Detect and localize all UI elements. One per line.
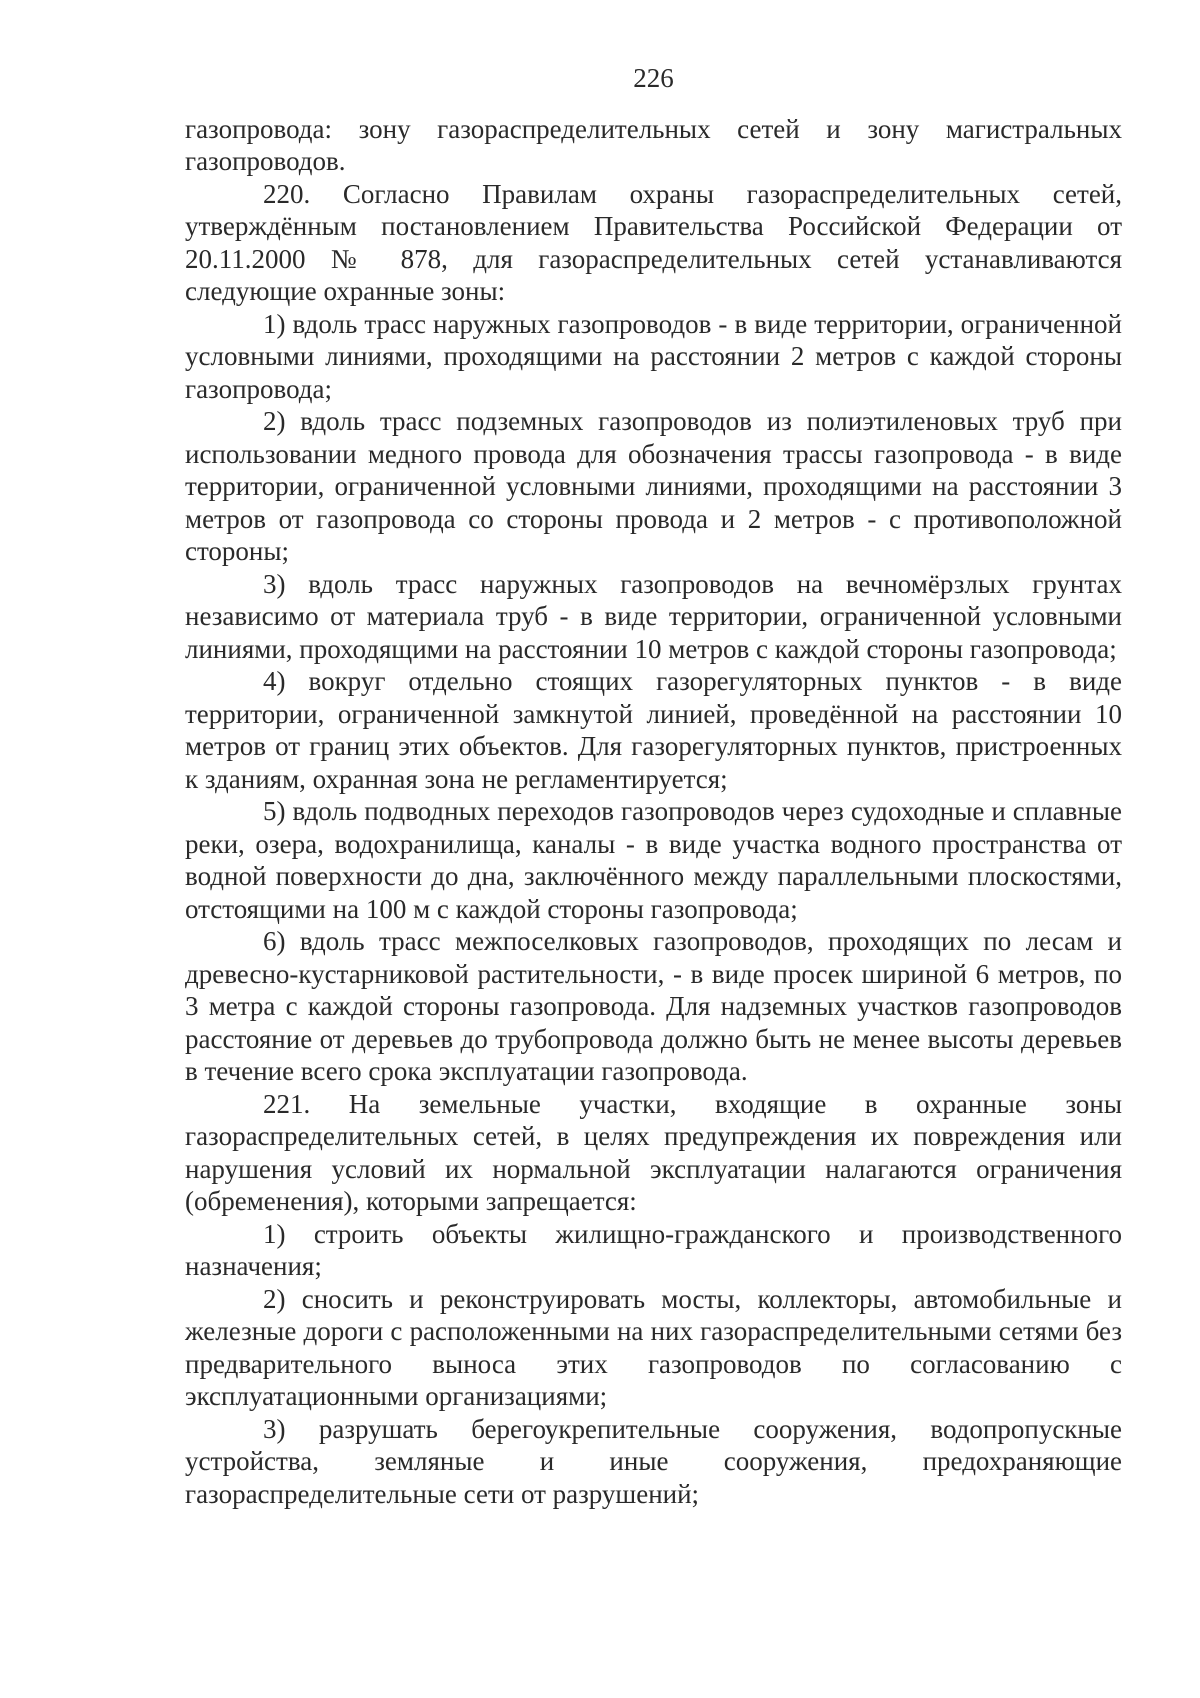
list-item-220-3: 3) вдоль трасс наружных газопроводов на вечномёрзлых грунтах независимо от материала труб - в виде территории, ограниченной условными линиями, проходящими на расстоянии 10 метров с каждой стороны газопровода; [185,568,1122,664]
list-item-220-1: 1) вдоль трасс наружных газопроводов - в виде территории, ограниченной условными линиями, проходящими на расстоянии 2 метров с каждой стороны газопровода; [185,308,1122,404]
list-item-221-3: 3) разрушать берегоукрепительные сооружения, водопропускные устройства, земляные и иные сооружения, предохраняющие газораспределительные сети от разрушений; [185,1413,1122,1509]
list-item-220-5: 5) вдоль подводных переходов газопроводов через судоходные и сплавные реки, озера, водохранилища, каналы - в виде участка водного пространства от водной поверхности до дна, заключённого между параллельными плоскостями, отстоящими на 100 м с каждой стороны газопровода; [185,796,1122,924]
list-item-221-2: 2) сносить и реконструировать мосты, коллекторы, автомобильные и железные дороги с расположенными на них газораспределительными сетями без предварительного выноса этих газопроводов по согласованию с эксплуатационными организациями; [185,1283,1122,1411]
page-number: 226 [633,63,674,93]
list-item-220-6: 6) вдоль трасс межпоселковых газопроводов, проходящих по лесам и древесно-кустарниковой растительности, - в виде просек шириной 6 метров, по 3 метра с каждой стороны газопровода. Для надземных участков газопроводов расстояние от деревьев до трубопровода должно быть не менее высоты деревьев в течение всего срока эксплуатации газопровода. [185,926,1122,1086]
list-item-220-2: 2) вдоль трасс подземных газопроводов из полиэтиленовых труб при использовании медного провода для обозначения трассы газопровода - в виде территории, ограниченной условными линиями, проходящими на расстоянии 3 метров от газопровода со стороны провода и 2 метров - с противоположной стороны; [185,406,1122,566]
list-item-221-1: 1) строить объекты жилищно-гражданского и производственного назначения; [185,1218,1122,1281]
list-item-220-4: 4) вокруг отдельно стоящих газорегуляторных пунктов - в виде территории, ограниченной замкнутой линией, проведённой на расстоянии 10 метров от границ этих объектов. Для газорегуляторных пунктов, пристроенных к зданиям, охранная зона не регламентируется; [185,666,1122,794]
paragraph-continuation: газопровода: зону газораспределительных сетей и зону магистральных газопроводов. [185,113,1122,176]
paragraph-221: 221. На земельные участки, входящие в охранные зоны газораспределительных сетей, в целях предупреждения их повреждения или нарушения условий их нормальной эксплуатации налагаются ограничения (обременения), которыми запрещается: [185,1088,1122,1216]
document-page [185,62,1122,1510]
paragraph-220: 220. Согласно Правилам охраны газораспределительных сетей, утверждённым постановлением Правительства Российской Федерации от 20.11.2000 № 878, для газораспределительных сетей устанавливаются следующие охранные зоны: [185,178,1122,306]
